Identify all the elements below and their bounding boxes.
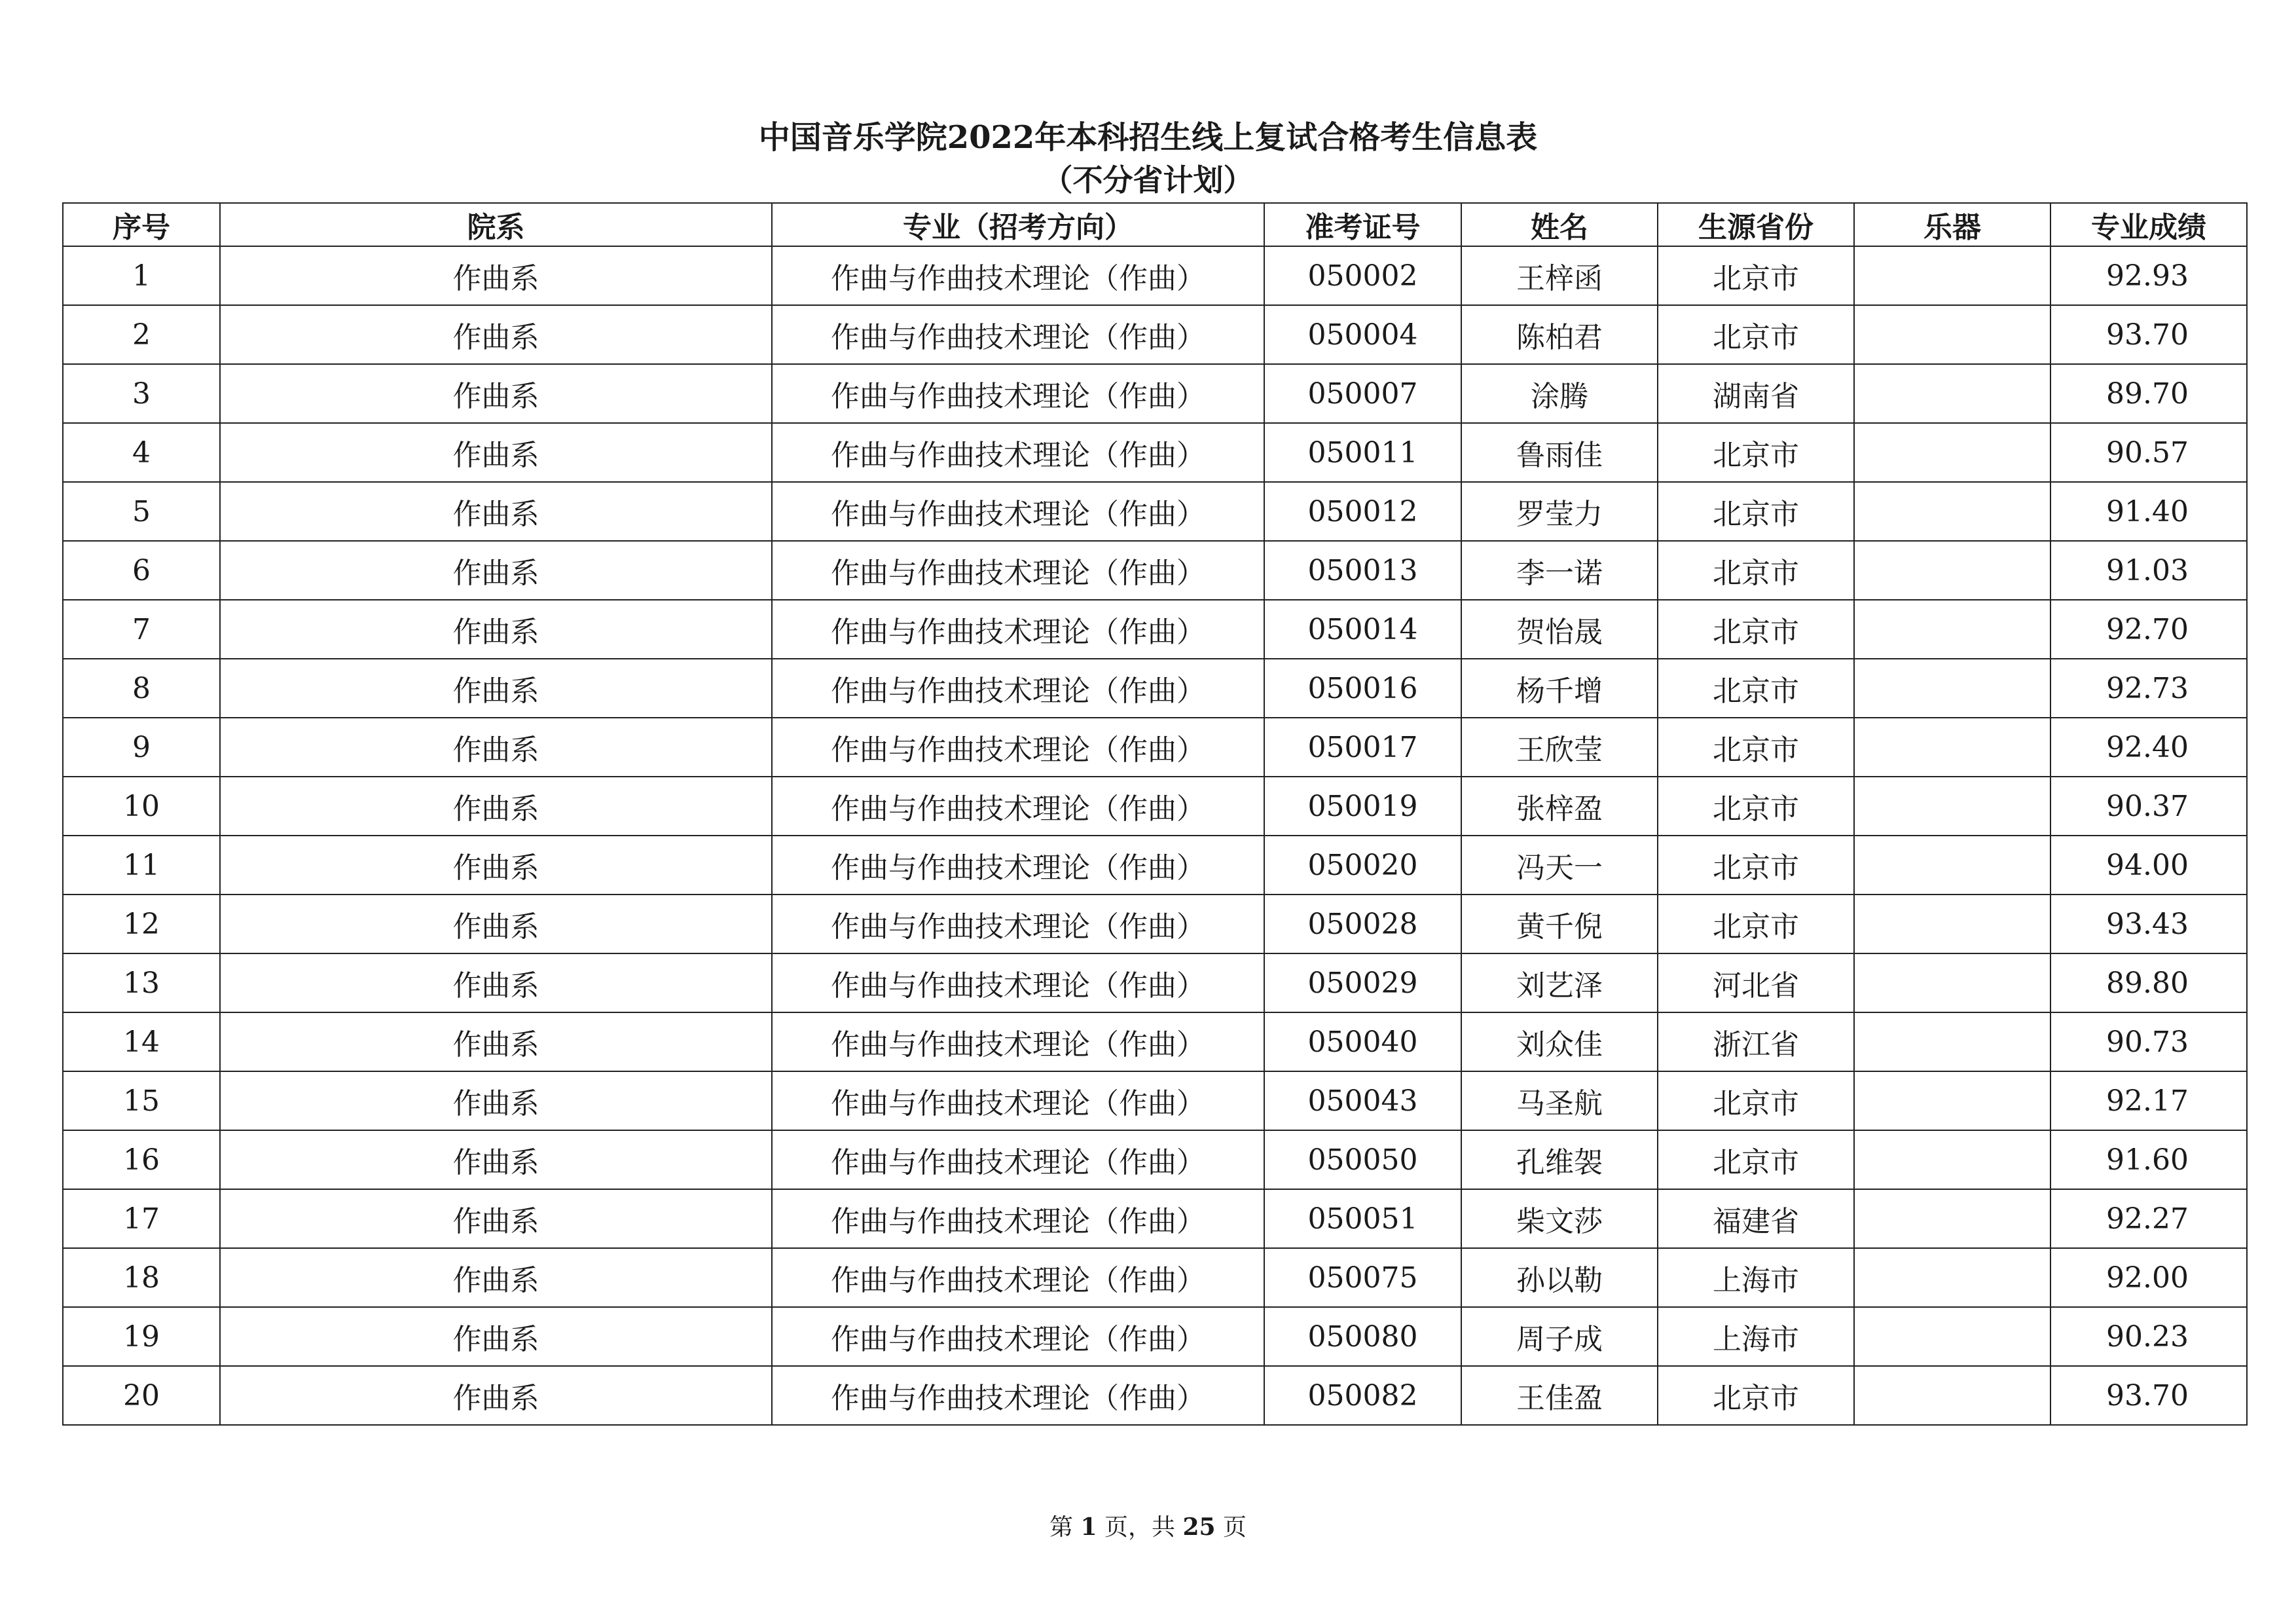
table-row (63, 718, 2247, 777)
cell-instrument (1854, 1071, 2050, 1130)
table-row (63, 246, 2247, 305)
cell-instrument (1854, 482, 2050, 541)
header-cell-score: 专业成绩 (2050, 203, 2247, 246)
cell-province: 北京市 (1658, 1071, 1854, 1130)
cell-province: 河北省 (1658, 953, 1854, 1012)
cell-department: 作曲系 (220, 1130, 772, 1189)
cell-major: 作曲与作曲技术理论（作曲） (772, 1248, 1264, 1307)
cell-department: 作曲系 (220, 836, 772, 895)
cell-score: 93.70 (2050, 1366, 2247, 1425)
cell-province: 北京市 (1658, 1366, 1854, 1425)
cell-exam-number: 050011 (1264, 423, 1461, 482)
cell-instrument (1854, 600, 2050, 659)
table-row (63, 364, 2247, 423)
cell-province: 北京市 (1658, 659, 1854, 718)
cell-instrument (1854, 364, 2050, 423)
cell-name: 马圣航 (1461, 1071, 1658, 1130)
cell-exam-number: 050050 (1264, 1130, 1461, 1189)
cell-score: 92.40 (2050, 718, 2247, 777)
cell-instrument (1854, 1248, 2050, 1307)
cell-exam-number: 050002 (1264, 246, 1461, 305)
cell-department: 作曲系 (220, 659, 772, 718)
cell-department: 作曲系 (220, 482, 772, 541)
table-header (63, 203, 2247, 246)
cell-score: 89.70 (2050, 364, 2247, 423)
cell-instrument (1854, 1189, 2050, 1248)
cell-province: 上海市 (1658, 1248, 1854, 1307)
cell-name: 罗莹力 (1461, 482, 1658, 541)
cell-exam-number: 050080 (1264, 1307, 1461, 1366)
cell-department: 作曲系 (220, 953, 772, 1012)
cell-department: 作曲系 (220, 1307, 772, 1366)
header-cell-instrument: 乐器 (1854, 203, 2050, 246)
footer-suffix: 页 (1223, 1514, 1247, 1541)
document-subtitle: （不分省计划） (1042, 162, 1254, 198)
cell-name: 陈柏君 (1461, 305, 1658, 364)
table-row (63, 1307, 2247, 1366)
cell-province: 北京市 (1658, 600, 1854, 659)
cell-major: 作曲与作曲技术理论（作曲） (772, 305, 1264, 364)
cell-score: 90.23 (2050, 1307, 2247, 1366)
cell-province: 湖南省 (1658, 364, 1854, 423)
cell-major: 作曲与作曲技术理论（作曲） (772, 836, 1264, 895)
cell-index: 13 (63, 953, 220, 1012)
cell-province: 北京市 (1658, 718, 1854, 777)
cell-instrument (1854, 836, 2050, 895)
cell-instrument (1854, 423, 2050, 482)
cell-index: 3 (63, 364, 220, 423)
table-row (63, 1130, 2247, 1189)
cell-score: 92.70 (2050, 600, 2247, 659)
cell-instrument (1854, 1307, 2050, 1366)
cell-name: 张梓盈 (1461, 777, 1658, 836)
cell-name: 刘众佳 (1461, 1012, 1658, 1071)
table-header-row (63, 203, 2247, 246)
cell-score: 90.37 (2050, 777, 2247, 836)
cell-index: 12 (63, 895, 220, 953)
cell-major: 作曲与作曲技术理论（作曲） (772, 1071, 1264, 1130)
cell-instrument (1854, 777, 2050, 836)
table-row (63, 1071, 2247, 1130)
cell-department: 作曲系 (220, 718, 772, 777)
cell-instrument (1854, 718, 2050, 777)
cell-index: 20 (63, 1366, 220, 1425)
footer-total-pages: 25 (1182, 1513, 1216, 1541)
header-cell-province: 生源省份 (1658, 203, 1854, 246)
cell-major: 作曲与作曲技术理论（作曲） (772, 246, 1264, 305)
table-row (63, 305, 2247, 364)
cell-score: 91.60 (2050, 1130, 2247, 1189)
cell-score: 93.43 (2050, 895, 2247, 953)
header-cell-major: 专业（招考方向） (772, 203, 1264, 246)
header-cell-department: 院系 (220, 203, 772, 246)
document-title: 中国音乐学院2022年本科招生线上复试合格考生信息表 (758, 119, 1538, 156)
cell-exam-number: 050012 (1264, 482, 1461, 541)
cell-name: 冯天一 (1461, 836, 1658, 895)
header-cell-index: 序号 (63, 203, 220, 246)
cell-index: 2 (63, 305, 220, 364)
cell-instrument (1854, 895, 2050, 953)
cell-department: 作曲系 (220, 423, 772, 482)
cell-index: 16 (63, 1130, 220, 1189)
cell-exam-number: 050043 (1264, 1071, 1461, 1130)
header-cell-exam-number: 准考证号 (1264, 203, 1461, 246)
cell-name: 李一诺 (1461, 541, 1658, 600)
table-row (63, 777, 2247, 836)
cell-index: 6 (63, 541, 220, 600)
cell-name: 孙以勒 (1461, 1248, 1658, 1307)
cell-department: 作曲系 (220, 1071, 772, 1130)
cell-name: 黄千倪 (1461, 895, 1658, 953)
cell-exam-number: 050019 (1264, 777, 1461, 836)
cell-name: 柴文莎 (1461, 1189, 1658, 1248)
cell-province: 北京市 (1658, 305, 1854, 364)
cell-instrument (1854, 1130, 2050, 1189)
cell-score: 93.70 (2050, 305, 2247, 364)
cell-province: 北京市 (1658, 777, 1854, 836)
cell-major: 作曲与作曲技术理论（作曲） (772, 718, 1264, 777)
cell-province: 上海市 (1658, 1307, 1854, 1366)
cell-department: 作曲系 (220, 305, 772, 364)
table-row (63, 659, 2247, 718)
cell-index: 5 (63, 482, 220, 541)
cell-exam-number: 050007 (1264, 364, 1461, 423)
cell-department: 作曲系 (220, 895, 772, 953)
cell-index: 4 (63, 423, 220, 482)
cell-major: 作曲与作曲技术理论（作曲） (772, 1189, 1264, 1248)
cell-major: 作曲与作曲技术理论（作曲） (772, 895, 1264, 953)
cell-index: 8 (63, 659, 220, 718)
table-row (63, 600, 2247, 659)
table-body (63, 246, 2247, 1425)
cell-department: 作曲系 (220, 364, 772, 423)
cell-major: 作曲与作曲技术理论（作曲） (772, 364, 1264, 423)
cell-name: 王梓函 (1461, 246, 1658, 305)
cell-score: 91.03 (2050, 541, 2247, 600)
cell-exam-number: 050028 (1264, 895, 1461, 953)
cell-instrument (1854, 246, 2050, 305)
cell-province: 福建省 (1658, 1189, 1854, 1248)
cell-major: 作曲与作曲技术理论（作曲） (772, 777, 1264, 836)
cell-instrument (1854, 305, 2050, 364)
cell-name: 王佳盈 (1461, 1366, 1658, 1425)
cell-instrument (1854, 659, 2050, 718)
cell-index: 9 (63, 718, 220, 777)
cell-exam-number: 050004 (1264, 305, 1461, 364)
cell-name: 杨千增 (1461, 659, 1658, 718)
cell-index: 17 (63, 1189, 220, 1248)
cell-major: 作曲与作曲技术理论（作曲） (772, 423, 1264, 482)
cell-major: 作曲与作曲技术理论（作曲） (772, 659, 1264, 718)
cell-department: 作曲系 (220, 1189, 772, 1248)
table-row (63, 482, 2247, 541)
cell-score: 89.80 (2050, 953, 2247, 1012)
cell-major: 作曲与作曲技术理论（作曲） (772, 541, 1264, 600)
footer-page-number: 1 (1080, 1513, 1097, 1541)
cell-province: 北京市 (1658, 895, 1854, 953)
cell-instrument (1854, 953, 2050, 1012)
cell-province: 北京市 (1658, 1130, 1854, 1189)
cell-department: 作曲系 (220, 541, 772, 600)
cell-score: 92.27 (2050, 1189, 2247, 1248)
table-row (63, 1189, 2247, 1248)
cell-major: 作曲与作曲技术理论（作曲） (772, 482, 1264, 541)
cell-exam-number: 050013 (1264, 541, 1461, 600)
cell-index: 15 (63, 1071, 220, 1130)
cell-score: 90.57 (2050, 423, 2247, 482)
cell-score: 92.93 (2050, 246, 2247, 305)
cell-exam-number: 050082 (1264, 1366, 1461, 1425)
cell-index: 19 (63, 1307, 220, 1366)
page-footer (0, 1511, 2296, 1543)
cell-department: 作曲系 (220, 1248, 772, 1307)
cell-major: 作曲与作曲技术理论（作曲） (772, 1366, 1264, 1425)
cell-index: 14 (63, 1012, 220, 1071)
cell-exam-number: 050016 (1264, 659, 1461, 718)
cell-exam-number: 050051 (1264, 1189, 1461, 1248)
cell-exam-number: 050017 (1264, 718, 1461, 777)
table-row (63, 895, 2247, 953)
cell-major: 作曲与作曲技术理论（作曲） (772, 953, 1264, 1012)
cell-department: 作曲系 (220, 777, 772, 836)
table-row (63, 836, 2247, 895)
cell-major: 作曲与作曲技术理论（作曲） (772, 1130, 1264, 1189)
footer-prefix: 第 (1049, 1514, 1073, 1541)
cell-major: 作曲与作曲技术理论（作曲） (772, 1307, 1264, 1366)
cell-instrument (1854, 541, 2050, 600)
cell-exam-number: 050040 (1264, 1012, 1461, 1071)
cell-province: 北京市 (1658, 246, 1854, 305)
cell-score: 92.17 (2050, 1071, 2247, 1130)
table-row (63, 1248, 2247, 1307)
cell-name: 王欣莹 (1461, 718, 1658, 777)
cell-department: 作曲系 (220, 246, 772, 305)
table-row (63, 541, 2247, 600)
cell-exam-number: 050029 (1264, 953, 1461, 1012)
cell-province: 北京市 (1658, 423, 1854, 482)
cell-major: 作曲与作曲技术理论（作曲） (772, 1012, 1264, 1071)
cell-department: 作曲系 (220, 600, 772, 659)
cell-department: 作曲系 (220, 1366, 772, 1425)
cell-score: 94.00 (2050, 836, 2247, 895)
cell-name: 孔维袈 (1461, 1130, 1658, 1189)
cell-major: 作曲与作曲技术理论（作曲） (772, 600, 1264, 659)
footer-middle: 页，共 (1104, 1514, 1175, 1541)
cell-name: 刘艺泽 (1461, 953, 1658, 1012)
cell-score: 90.73 (2050, 1012, 2247, 1071)
cell-exam-number: 050075 (1264, 1248, 1461, 1307)
cell-index: 11 (63, 836, 220, 895)
cell-province: 北京市 (1658, 482, 1854, 541)
table-row (63, 423, 2247, 482)
cell-name: 鲁雨佳 (1461, 423, 1658, 482)
cell-exam-number: 050014 (1264, 600, 1461, 659)
header-cell-name: 姓名 (1461, 203, 1658, 246)
cell-name: 涂腾 (1461, 364, 1658, 423)
cell-name: 周子成 (1461, 1307, 1658, 1366)
cell-province: 北京市 (1658, 541, 1854, 600)
table-row (63, 953, 2247, 1012)
cell-province: 北京市 (1658, 836, 1854, 895)
cell-index: 1 (63, 246, 220, 305)
table-row (63, 1012, 2247, 1071)
cell-score: 91.40 (2050, 482, 2247, 541)
cell-index: 10 (63, 777, 220, 836)
cell-department: 作曲系 (220, 1012, 772, 1071)
cell-name: 贺怡晟 (1461, 600, 1658, 659)
cell-score: 92.73 (2050, 659, 2247, 718)
cell-instrument (1854, 1012, 2050, 1071)
cell-instrument (1854, 1366, 2050, 1425)
cell-index: 18 (63, 1248, 220, 1307)
cell-score: 92.00 (2050, 1248, 2247, 1307)
cell-index: 7 (63, 600, 220, 659)
cell-province: 浙江省 (1658, 1012, 1854, 1071)
results-table (62, 202, 2248, 1426)
table-row (63, 1366, 2247, 1425)
cell-exam-number: 050020 (1264, 836, 1461, 895)
